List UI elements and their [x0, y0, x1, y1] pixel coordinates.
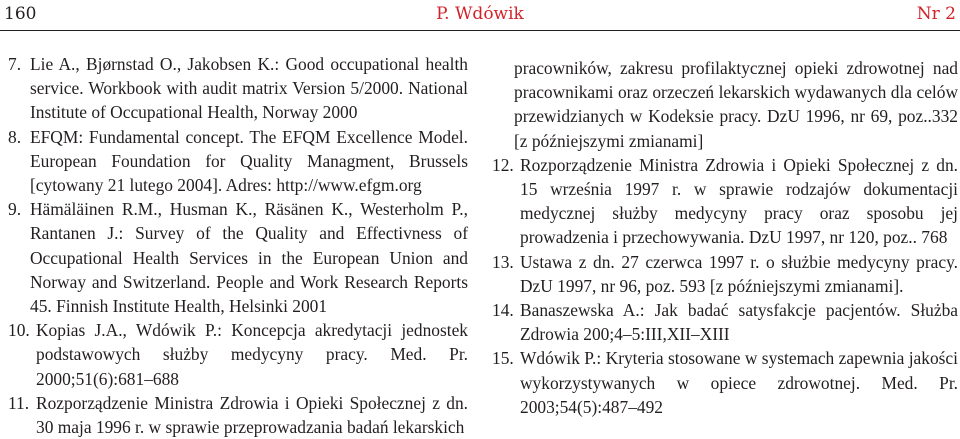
reference-9	[8, 197, 468, 318]
reference-13	[492, 250, 958, 298]
reference-8	[8, 125, 468, 198]
reference-number: 8.	[8, 126, 22, 147]
reference-number: 7.	[8, 54, 22, 74]
reference-text: Kopias J.A., Wdówik P.: Koncepcja akredytacji jednostek podstawowych służby medycyny pracy. Med. Pr. 2000;51(6):681–688	[36, 320, 468, 389]
reference-text: Rozporządzenie Ministra Zdrowia i Opieki Społecznej z dn. 15 września 1997 r. w sprawie rodzajów dokumentacji medycznej służby medycyny pracy oraz sposobu jej prowadzenia i przechowywania. DzU 1997, nr 120, poz.. 768	[520, 154, 958, 248]
reference-11-continuation: pracowników, zakresu profilaktycznej opieki zdrowotnej nad pracownikami oraz orzeczeń lekarskich wydawanych dla celów przewidzianych w Kodeksie pracy. DzU 1996, nr 69, poz..332 [z późniejszymi zmianami]	[514, 58, 958, 151]
reference-text: Ustawa z dn. 27 czerwca 1997 r. o służbie medycyny pracy. DzU 1997, nr 96, poz. 593 [z późniejszymi zmianami].	[520, 251, 958, 296]
header-rule	[0, 30, 960, 31]
page-number: 160	[4, 4, 37, 24]
page-header	[0, 0, 960, 30]
reference-number: 13.	[492, 251, 514, 272]
reference-14	[492, 298, 958, 346]
running-title: P. Wdówik	[436, 4, 524, 24]
reference-11	[8, 391, 468, 439]
reference-text: Rozporządzenie Ministra Zdrowia i Opieki Społecznej z dn. 30 maja 1996 r. w sprawie przeprowadzania badań lekarskich	[36, 392, 468, 438]
reference-number: 10.	[8, 320, 30, 341]
reference-text: Wdówik P.: Kryteria stosowane w systemach zapewnia jakości wykorzystywanych w opiece zdrowotnej. Med. Pr. 2003;54(5):487–492	[520, 348, 958, 417]
reference-12	[492, 153, 958, 250]
reference-text: EFQM: Fundamental concept. The EFQM Excellence Model. European Foundation for Quality Managment, Brussels [cytowany 21 lutego 2004]. Adres: http://www.efgm.org	[30, 126, 468, 196]
reference-text: Banaszewska A.: Jak badać satysfakcje pacjentów. Służba Zdrowia 200;4–5:III,XII–XIII	[520, 300, 958, 345]
journal-number: Nr 2	[916, 4, 956, 24]
reference-15	[492, 346, 958, 419]
reference-list-left	[8, 52, 468, 439]
reference-number: 9.	[8, 199, 22, 220]
reference-number: 15.	[492, 348, 514, 369]
reference-list-right	[492, 56, 958, 419]
reference-number: 14.	[492, 300, 514, 321]
reference-7	[8, 52, 468, 125]
reference-text: Lie A., Bjørnstad O., Jakobsen K.: Good occupational health service. Workbook with audit matrix Version 5/2000. National Institute of Occupational Health, Norway 2000	[30, 54, 468, 123]
reference-10	[8, 318, 468, 391]
reference-number: 12.	[492, 154, 514, 175]
reference-text: Hämäläinen R.M., Husman K., Räsänen K., Westerholm P., Rantanen J.: Survey of the Quality and Effectivness of Occupational Health Services in the European Union and Norway and Switzerland. People and Work Research Reports 45. Finnish Institute Health, Helsinki 2001	[30, 199, 468, 317]
reference-number: 11.	[8, 392, 30, 413]
